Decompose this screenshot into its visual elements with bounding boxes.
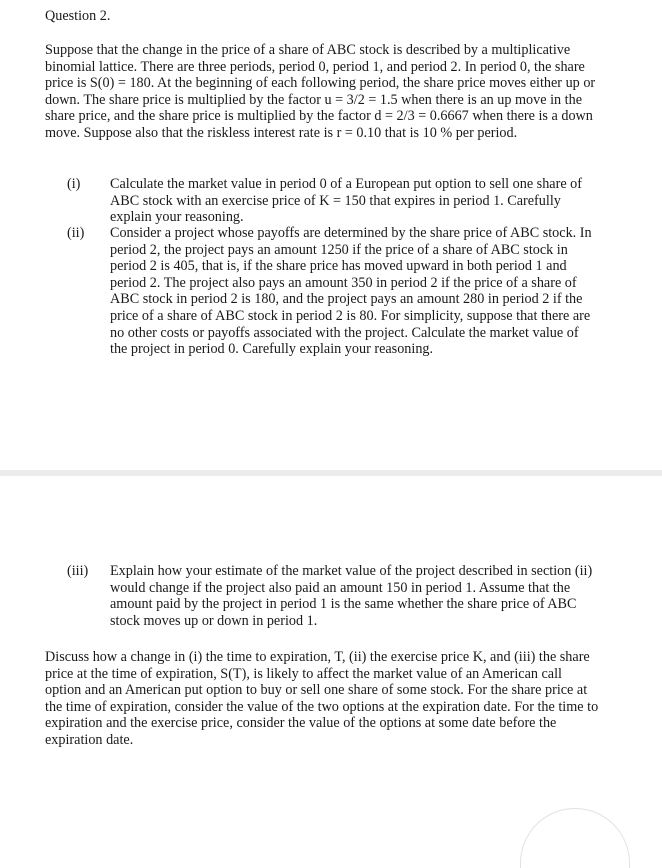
item-label: (i) — [67, 176, 81, 192]
question-intro-paragraph: Suppose that the change in the price of a share of ABC stock is described by a multiplicative binomial lattice. There are three periods, period 0, period 1, and period 2. In period 0, the share price is S(0) = 180. At the beginning of each following period, the share price moves either up or down. The share price is multiplied by the factor u = 3/2 = 1.5 when there is an up move in the share price, and the share price is multiplied by the factor d = 2/3 = 0.6667 when there is a down move. Suppose also that the riskless interest rate is r = 0.10 that is 10 % per period. — [45, 42, 596, 141]
item-text: Consider a project whose payoffs are determined by the share price of ABC stock. In period 2, the project pays an amount 1250 if the price of a share of ABC stock in period 2 is 405, that is, if the share price has moved upward in both period 1 and period 2. The project also pays an amount 350 in period 2 if the price of a share of ABC stock in period 2 is 180, and the project pays an amount 280 in period 2 if the price of a share of ABC stock in period 2 is 80. For simplicity, suppose that there are no other costs or payoffs associated with the project. Calculate the market value of the project in period 0. Carefully explain your reasoning. — [110, 225, 592, 358]
document-page-2 — [0, 476, 662, 831]
item-text: Calculate the market value in period 0 of a European put option to sell one share of ABC stock with an exercise price of K = 150 that expires in period 1. Carefully explain your reasoning. — [110, 176, 582, 226]
question-heading: Question 2. — [45, 8, 111, 24]
item-label: (iii) — [67, 563, 89, 579]
discussion-paragraph: Discuss how a change in (i) the time to expiration, T, (ii) the exercise price K, and (iii) the share price at the time of expiration, S(T), is likely to affect the market value of an American call option and an American put option to buy or sell one share of some stock. For the share price at the time of expiration, consider the value of the two options at the expiration date. For the time to expiration and the exercise price, consider the value of the options at some date before the expiration date. — [45, 649, 599, 748]
item-text: Explain how your estimate of the market value of the project described in section (ii) would change if the project also paid an amount 150 in period 1. Assume that the amount paid by the project in period 1 is the same whether the share price of ABC stock moves up or down in period 1. — [110, 563, 593, 629]
item-label: (ii) — [67, 225, 85, 241]
